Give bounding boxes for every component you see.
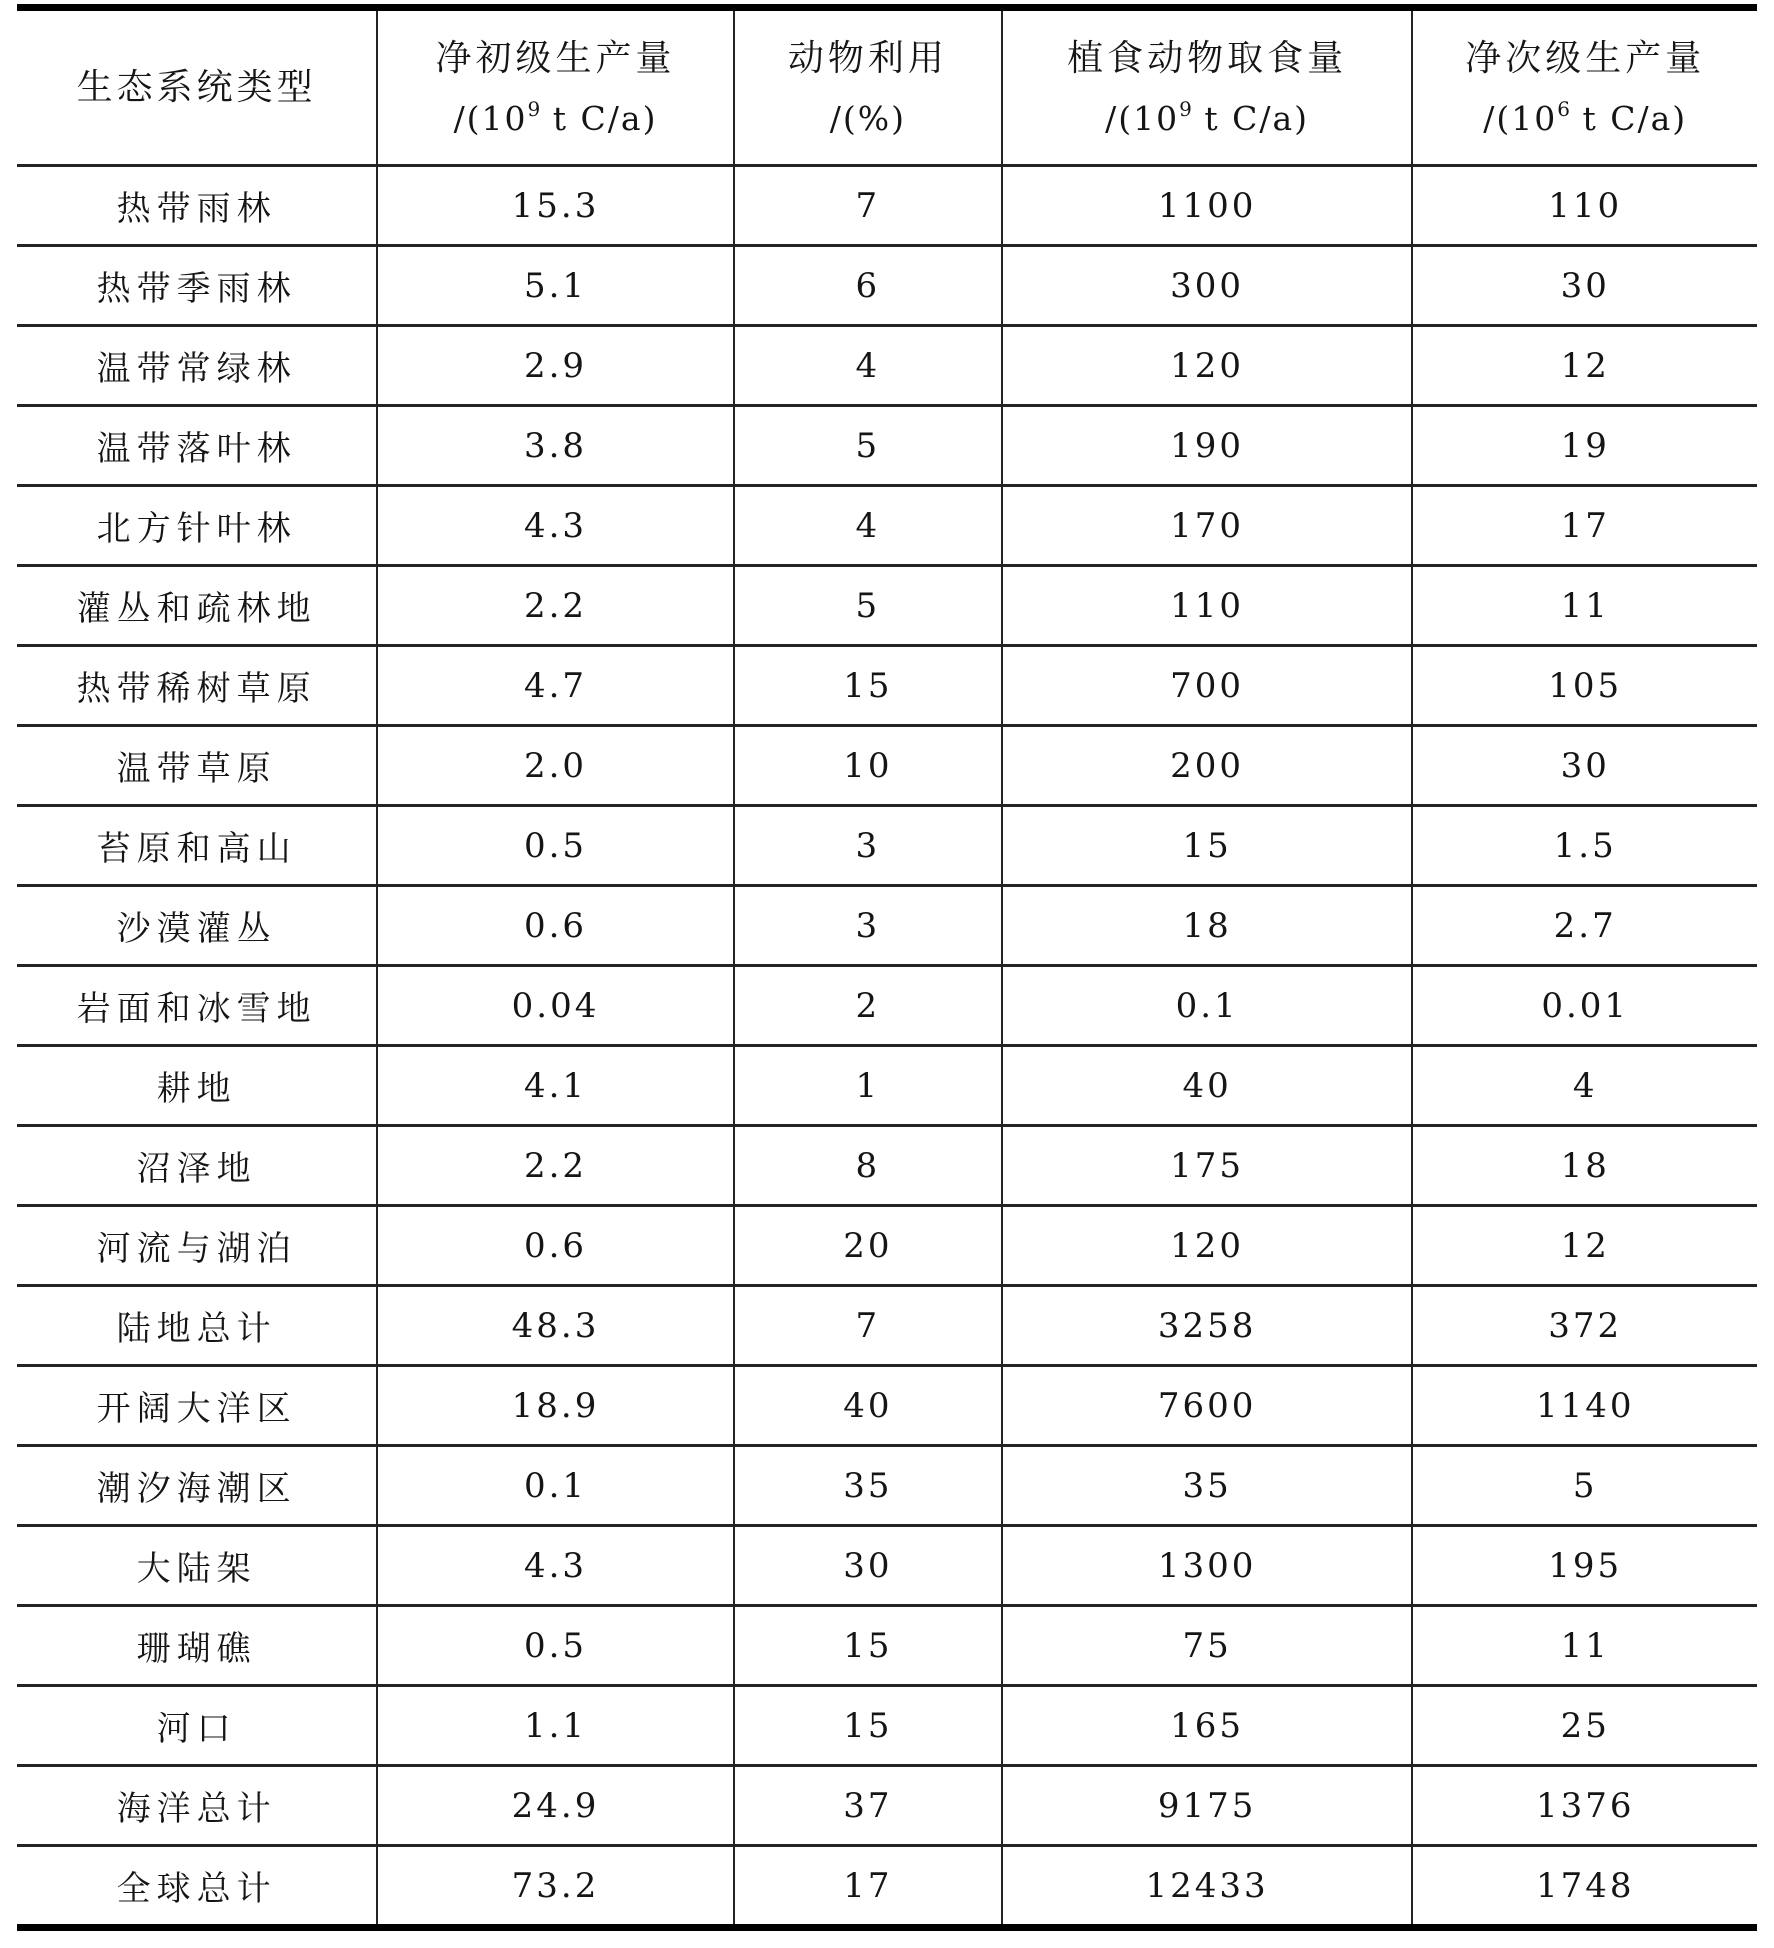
ecosystem-type-cell: 海洋总计: [17, 1766, 377, 1846]
value-cell: 2.2: [377, 1126, 734, 1206]
value-cell: 0.1: [377, 1446, 734, 1526]
unit-superscript: 6: [1557, 96, 1570, 121]
header-animal-utilization: [734, 8, 1002, 166]
ecosystem-productivity-table: [17, 4, 1757, 1931]
value-cell: 3: [734, 806, 1002, 886]
value-cell: 17: [734, 1846, 1002, 1928]
value-cell: 7600: [1002, 1366, 1413, 1446]
value-cell: 24.9: [377, 1766, 734, 1846]
value-cell: 2: [734, 966, 1002, 1046]
value-cell: 5: [1412, 1446, 1757, 1526]
ecosystem-type-cell: 沙漠灌丛: [17, 886, 377, 966]
value-cell: 1100: [1002, 166, 1413, 246]
ecosystem-type-cell: 温带常绿林: [17, 326, 377, 406]
table-row: [17, 1286, 1757, 1366]
value-cell: 0.5: [377, 806, 734, 886]
unit-suffix: t C/a): [540, 98, 658, 138]
value-cell: 4.3: [377, 1526, 734, 1606]
table-row: [17, 166, 1757, 246]
column-unit: [378, 96, 733, 138]
header-net-secondary-production: [1412, 8, 1757, 166]
value-cell: 30: [1412, 726, 1757, 806]
column-unit: [735, 98, 1001, 138]
value-cell: 12: [1412, 326, 1757, 406]
value-cell: 15: [734, 646, 1002, 726]
value-cell: 372: [1412, 1286, 1757, 1366]
value-cell: 2.7: [1412, 886, 1757, 966]
value-cell: 15: [1002, 806, 1413, 886]
value-cell: 0.5: [377, 1606, 734, 1686]
table-row: [17, 1766, 1757, 1846]
value-cell: 200: [1002, 726, 1413, 806]
value-cell: 30: [734, 1526, 1002, 1606]
table-row: [17, 1366, 1757, 1446]
unit-suffix: t C/a): [1569, 98, 1688, 138]
table-row: [17, 1846, 1757, 1928]
value-cell: 1748: [1535, 1865, 1635, 1906]
value-cell: 1300: [1002, 1526, 1413, 1606]
unit-prefix: /(10: [453, 98, 528, 138]
value-cell: 170: [1002, 486, 1413, 566]
value-cell: 7: [734, 166, 1002, 246]
ecosystem-type-cell: 开阔大洋区: [17, 1366, 377, 1446]
value-cell: 18.9: [377, 1366, 734, 1446]
value-cell: 1.5: [1412, 806, 1757, 886]
value-cell: 4: [1412, 1046, 1757, 1126]
ecosystem-type-cell: 耕地: [17, 1046, 377, 1126]
value-cell: 4.7: [377, 646, 734, 726]
value-cell: 4.1: [377, 1046, 734, 1126]
value-cell: 2.9: [377, 326, 734, 406]
value-cell: 175: [1002, 1126, 1413, 1206]
value-cell: 4: [734, 486, 1002, 566]
ecosystem-type-cell: 热带季雨林: [17, 246, 377, 326]
value-cell: 2.2: [377, 566, 734, 646]
table-row: [17, 1446, 1757, 1526]
value-cell: 10: [734, 726, 1002, 806]
column-label: 净次级生产量: [1465, 37, 1706, 79]
ecosystem-type-cell: 河口: [17, 1686, 377, 1766]
value-cell: 4: [734, 326, 1002, 406]
value-cell: 1376: [1412, 1766, 1757, 1846]
value-cell: 20: [734, 1206, 1002, 1286]
table-row: [17, 1126, 1757, 1206]
table-row: [17, 1606, 1757, 1686]
value-cell: 7: [734, 1286, 1002, 1366]
value-cell: 0.6: [377, 886, 734, 966]
value-cell: 15.3: [377, 166, 734, 246]
value-cell: 18: [1412, 1126, 1757, 1206]
value-cell: 11: [1412, 566, 1757, 646]
value-cell: 1140: [1412, 1366, 1757, 1446]
table-row: [17, 1046, 1757, 1126]
value-cell: 110: [1002, 566, 1413, 646]
ecosystem-type-cell: 沼泽地: [17, 1126, 377, 1206]
value-cell: 3.8: [377, 406, 734, 486]
value-cell: 73.2: [377, 1846, 734, 1928]
ecosystem-type-cell: 河流与湖泊: [17, 1206, 377, 1286]
unit-prefix: /(%): [829, 98, 906, 138]
value-cell: 120: [1002, 326, 1413, 406]
table-row: [17, 1526, 1757, 1606]
value-cell: 195: [1412, 1526, 1757, 1606]
column-label: 动物利用: [787, 37, 948, 79]
value-cell: 35: [734, 1446, 1002, 1526]
value-cell: 110: [1412, 166, 1757, 246]
header-ecosystem-type: [17, 8, 377, 166]
value-cell: 120: [1002, 1206, 1413, 1286]
value-cell: 300: [1002, 246, 1413, 326]
unit-suffix: t C/a): [1191, 98, 1310, 138]
value-cell: 17: [1412, 486, 1757, 566]
ecosystem-type-cell: 潮汐海潮区: [17, 1446, 377, 1526]
unit-prefix: /(10: [1483, 98, 1558, 138]
value-cell: 2.0: [377, 726, 734, 806]
column-label: 生态系统类型: [76, 66, 317, 108]
value-cell: 9175: [1002, 1766, 1413, 1846]
value-cell: 4.3: [377, 486, 734, 566]
value-cell: 18: [1002, 886, 1413, 966]
table-row: [17, 406, 1757, 486]
ecosystem-type-cell: 热带稀树草原: [17, 646, 377, 726]
table-row: [17, 806, 1757, 886]
table-row: [17, 246, 1757, 326]
table-row: [17, 566, 1757, 646]
value-cell: 0.1: [1002, 966, 1413, 1046]
table-row: [17, 326, 1757, 406]
value-cell: 1: [734, 1046, 1002, 1126]
value-cell: 0.01: [1412, 966, 1757, 1046]
value-cell: 30: [1412, 246, 1757, 326]
value-cell: 5: [734, 406, 1002, 486]
ecosystem-type-cell: 热带雨林: [17, 166, 377, 246]
column-label: 净初级生产量: [435, 37, 676, 79]
value-cell: 3258: [1002, 1286, 1413, 1366]
value-cell: 6: [734, 246, 1002, 326]
value-cell: 19: [1412, 406, 1757, 486]
table-row: [17, 966, 1757, 1046]
value-cell: 11: [1412, 1606, 1757, 1686]
table-body: [17, 166, 1757, 1928]
value-cell: 25: [1412, 1686, 1757, 1766]
value-cell: 190: [1002, 406, 1413, 486]
table-row: [17, 1686, 1757, 1766]
value-cell: 105: [1412, 646, 1757, 726]
header-net-primary-production: [377, 8, 734, 166]
header-row: [17, 8, 1757, 166]
value-cell: 40: [1002, 1046, 1413, 1126]
table-row: [17, 486, 1757, 566]
value-cell: 35: [1002, 1446, 1413, 1526]
value-cell: 15: [734, 1606, 1002, 1686]
ecosystem-type-cell: 珊瑚礁: [17, 1606, 377, 1686]
table-row: [17, 1206, 1757, 1286]
value-cell: 12433: [1002, 1846, 1413, 1928]
value-cell: 40: [734, 1366, 1002, 1446]
column-unit: [1003, 96, 1412, 138]
value-cell: 12: [1412, 1206, 1757, 1286]
ecosystem-type-cell: 岩面和冰雪地: [17, 966, 377, 1046]
ecosystem-type-cell: 大陆架: [17, 1526, 377, 1606]
ecosystem-type-cell: 全球总计: [17, 1846, 377, 1928]
value-cell: 0.6: [377, 1206, 734, 1286]
column-unit: [1413, 96, 1757, 138]
ecosystem-type-cell: 温带草原: [17, 726, 377, 806]
value-cell: 5: [734, 566, 1002, 646]
table-row: [17, 886, 1757, 966]
ecosystem-type-cell: 温带落叶林: [17, 406, 377, 486]
value-cell: 75: [1002, 1606, 1413, 1686]
unit-prefix: /(10: [1105, 98, 1180, 138]
column-label: 植食动物取食量: [1067, 37, 1348, 79]
ecosystem-type-cell: 苔原和高山: [17, 806, 377, 886]
value-cell: 37: [734, 1766, 1002, 1846]
value-cell: 5.1: [377, 246, 734, 326]
value-cell: 0.04: [377, 966, 734, 1046]
table-row: [17, 646, 1757, 726]
unit-superscript: 9: [527, 96, 541, 121]
value-cell: 15: [734, 1686, 1002, 1766]
value-cell: 48.3: [377, 1286, 734, 1366]
table-row: [17, 726, 1757, 806]
ecosystem-type-cell: 陆地总计: [17, 1286, 377, 1366]
value-cell: 165: [1002, 1686, 1413, 1766]
value-cell: 1.1: [377, 1686, 734, 1766]
header-herbivore-consumption: [1002, 8, 1413, 166]
value-cell: 8: [734, 1126, 1002, 1206]
ecosystem-type-cell: 北方针叶林: [17, 486, 377, 566]
value-cell: 3: [734, 886, 1002, 966]
value-cell: 700: [1002, 646, 1413, 726]
unit-superscript: 9: [1179, 96, 1192, 121]
ecosystem-type-cell: 灌丛和疏林地: [17, 566, 377, 646]
